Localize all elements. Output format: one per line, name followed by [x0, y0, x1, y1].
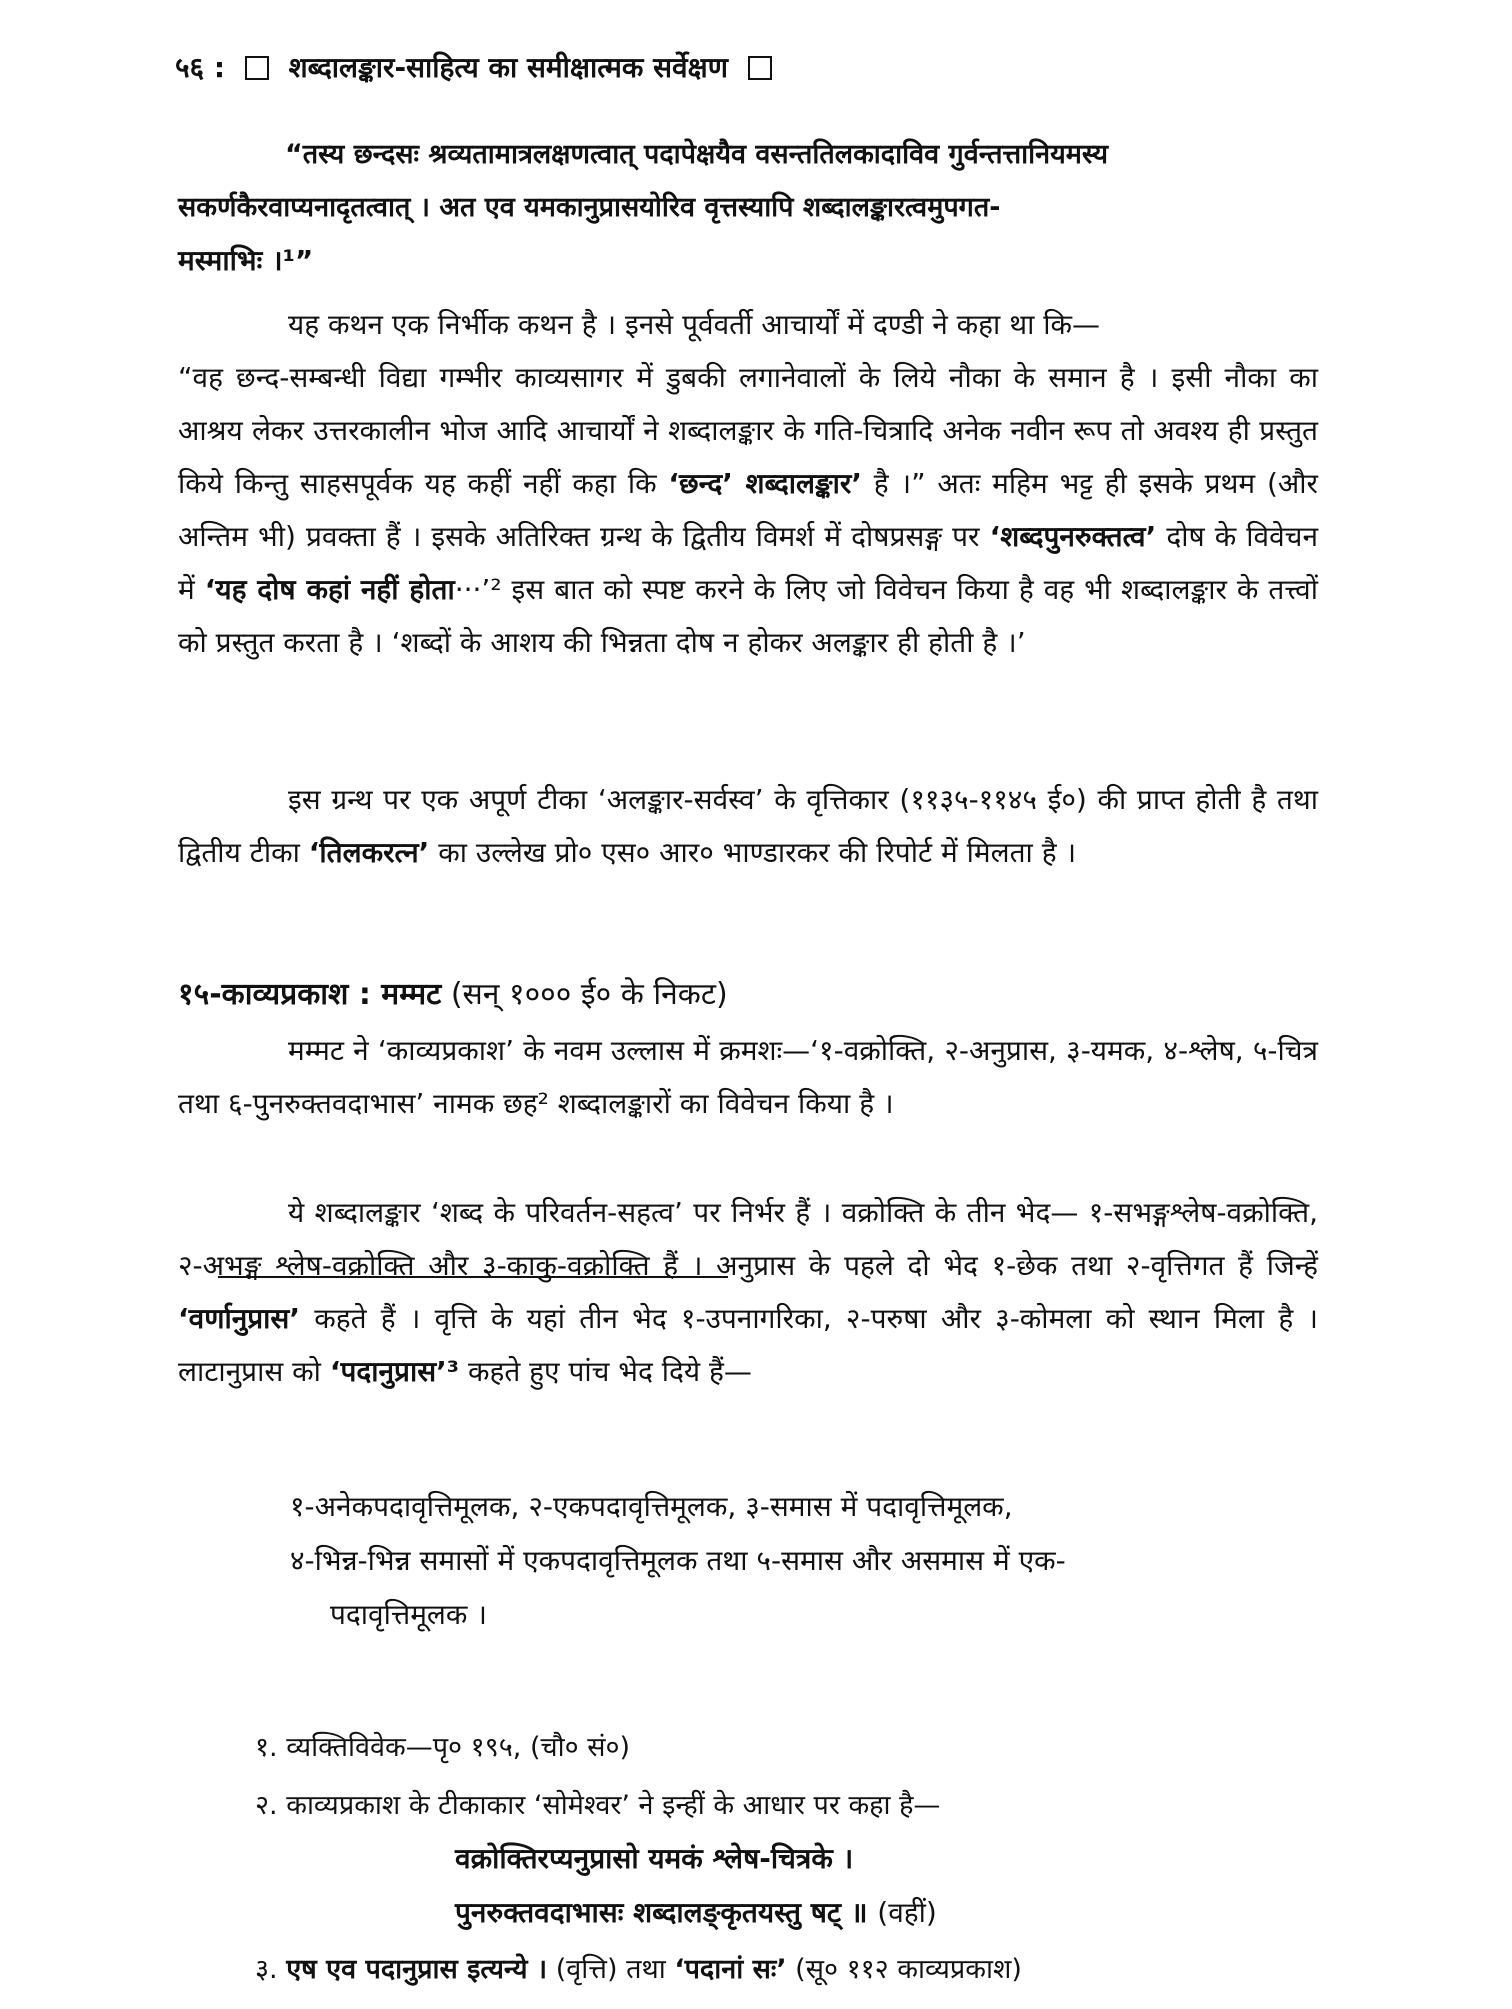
paragraph-text: कहते हुए पांच भेद दिये हैं— — [467, 1355, 752, 1388]
section-heading — [178, 972, 728, 1013]
paragraph-text: कहते हैं । वृत्ति के यहां तीन भेद १-उपनागरिका, २-परुषा और ३-कोमला को स्थान मिला है । लाटानुप्रास को — [178, 1302, 1318, 1388]
bold-term: ‘पदानुप्रास’³ — [329, 1355, 460, 1388]
paragraph-text: का उल्लेख प्रो० एस० आर० भाण्डारकर की रिपोर्ट में मिलता है । — [438, 836, 1077, 869]
paragraph-text: “वह छन्द-सम्बन्धी विद्या गम्भीर काव्यसागर में डुबकी लगानेवालों के लिये नौका के समान है । इसी नौका का आश्रय लेकर उत्तरकालीन भोज आदि आचार्यों ने शब्दालङ्कार के गति-चित्रादि अनेक नवीन रूप तो अवश्य ही प्रस्तुत किये किन्तु साहसपूर्वक यह कहीं नहीं कहा कि — [178, 361, 1318, 500]
footnote: १. व्यक्तिविवेक—पृ० १९५, (चौ० सं०) — [255, 1732, 631, 1763]
bold-term: ‘वर्णानुप्रास’ — [178, 1302, 300, 1335]
running-title: शब्दालङ्कार-साहित्य का समीक्षात्मक सर्वेक्षण — [288, 51, 728, 84]
bold-term: ‘शब्दपुनरुक्तत्व’ — [989, 520, 1157, 553]
box-ornament-icon — [245, 56, 269, 80]
box-ornament-icon — [748, 56, 772, 80]
page-header — [175, 48, 782, 86]
paragraph — [178, 773, 1318, 879]
bold-term: ‘छन्द’ शब्दालङ्कार’ — [668, 467, 862, 500]
bold-term: एष एव पदानुप्रास इत्यन्ये । — [286, 1954, 548, 1985]
footnote-number: ३. — [255, 1954, 278, 1985]
footnote — [255, 1949, 1022, 1986]
footnote: २. काव्यप्रकाश के टीकाकार ‘सोमेश्वर’ ने इन्हीं के आधार पर कहा है— — [255, 1790, 941, 1821]
footnote-divider — [218, 1276, 728, 1278]
paragraph — [178, 1186, 1318, 1398]
quote-line: मस्माभिः ।¹” — [178, 244, 314, 277]
section-date: (सन् १००० ई० के निकट) — [450, 977, 728, 1012]
verse-reference: (वहीं) — [877, 1896, 937, 1929]
section-title: १५-काव्यप्रकाश : मम्मट — [178, 977, 442, 1012]
quote-line: “तस्य छन्दसः श्रव्यतामात्रलक्षणत्वात् पदापेक्षयैव वसन्ततिलकादाविव गुर्वन्तत्तानियमस्य — [285, 139, 1109, 170]
quote-line: सकर्णकैरवाप्यनादृतत्वात् । अत एव यमकानुप्रासयोरिव वृत्तस्यापि शब्दालङ्कारत्वमुपगत- — [178, 192, 1001, 223]
bold-term: ‘पदानां सः’ — [674, 1954, 787, 1985]
bold-term: ‘तिलकरत्न’ — [308, 836, 430, 869]
list-item: १-अनेकपदावृत्तिमूलक, २-एकपदावृत्तिमूलक, ३-समास में पदावृत्तिमूलक, — [290, 1490, 1013, 1523]
page-number: ५६ : — [175, 51, 226, 84]
paragraph — [178, 351, 1318, 669]
paragraph-text: ये शब्दालङ्कार ‘शब्द के परिवर्तन-सहत्व’ पर निर्भर हैं । वक्रोक्ति के तीन भेद— १-सभङ्गश्लेष-वक्रोक्ति, २-अभङ्ग श्लेष-वक्रोक्ति और ३-काकु-वक्रोक्ति हैं । अनुप्रास के पहले दो भेद १-छेक तथा २-वृत्तिगत हैं जिन्हें — [178, 1196, 1318, 1282]
footnote-text: (वृत्ति) तथा — [555, 1954, 666, 1985]
paragraph: मम्मट ने ‘काव्यप्रकाश’ के नवम उल्लास में क्रमशः—‘१-वक्रोक्ति, २-अनुप्रास, ३-यमक, ४-श्लेष, ५-चित्र तथा ६-पुनरुक्तवदाभास’ नामक छह² शब्दालङ्कारों का विवेचन किया है । — [178, 1034, 1318, 1120]
paragraph-text: है ।” अतः महिम भट्ट ही इसके प्रथम (और अन्तिम भी) प्रवक्ता हैं । इसके अतिरिक्त ग्रन्थ के द्वितीय विमर्श में दोषप्रसङ्ग पर — [178, 467, 1318, 553]
list-item: पदावृत्तिमूलक । — [330, 1598, 487, 1631]
paragraph-text: दोष के विवेचन में — [178, 520, 1318, 606]
paragraph-text: ···’² इस बात को स्पष्ट करने के लिए जो विवेचन किया है वह भी शब्दालङ्कार के तत्त्वों को प्रस्तुत करता है । ‘शब्दों के आशय की भिन्नता दोष न होकर अलङ्कार ही होती है ।’ — [178, 573, 1318, 659]
list-item: ४-भिन्न-भिन्न समासों में एकपदावृत्तिमूलक तथा ५-समास और असमास में एक- — [290, 1544, 1066, 1577]
footnote-verse — [455, 1893, 937, 1931]
bold-term: ‘यह दोष कहां नहीं होता — [204, 573, 455, 606]
paragraph-text: इस ग्रन्थ पर एक अपूर्ण टीका ‘अलङ्कार-सर्वस्व’ के वृत्तिकार (११३५-११४५ ई०) की प्राप्त होती है तथा द्वितीय टीका — [178, 783, 1318, 869]
footnote-verse: वक्रोक्तिरप्यनुप्रासो यमकं श्लेष-चित्रके । — [455, 1842, 854, 1875]
footnote-text: (सू० ११२ काव्यप्रकाश) — [795, 1954, 1022, 1985]
verse-text: पुनरुक्तवदाभासः शब्दालङ्कृतयस्तु षट् ॥ — [455, 1896, 868, 1929]
paragraph-line: यह कथन एक निर्भीक कथन है । इनसे पूर्ववर्ती आचार्यों में दण्डी ने कहा था कि— — [288, 308, 1101, 341]
